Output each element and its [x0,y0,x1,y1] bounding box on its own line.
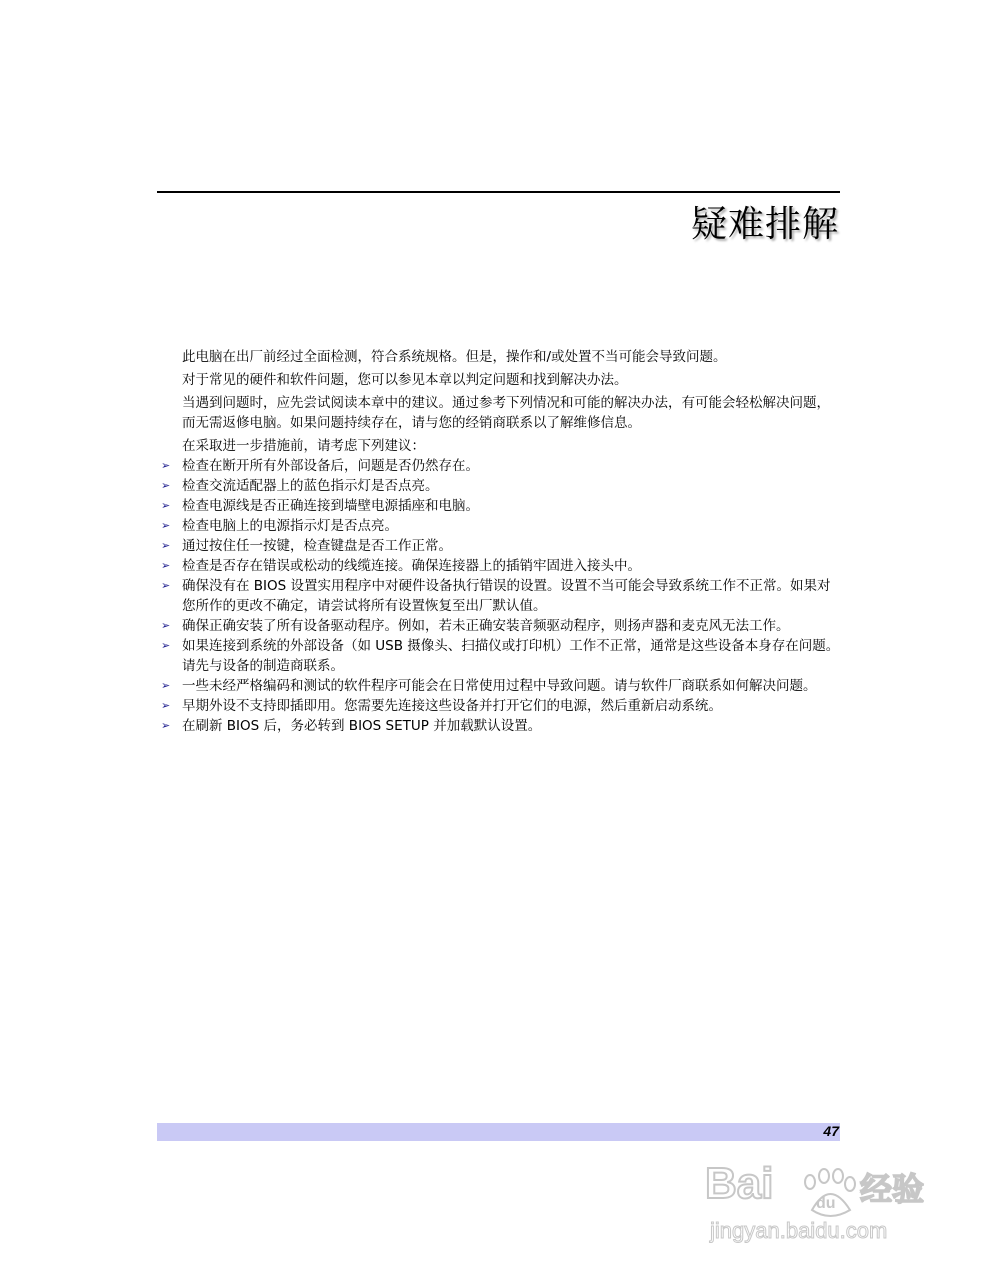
list-item [160,576,842,616]
list-item-text: 一些未经严格编码和测试的软件程序可能会在日常使用过程中导致问题。请与软件厂商联系如何解决问题。 [182,678,817,694]
body-text [160,347,842,736]
suggestion-list [160,456,842,736]
arrow-bullet-icon: ➢ [161,539,171,552]
arrow-bullet-icon: ➢ [161,679,171,692]
arrow-bullet-icon: ➢ [161,559,171,572]
list-item [160,476,842,496]
list-item-text: 检查交流适配器上的蓝色指示灯是否点亮。 [182,478,439,494]
intro-paragraph: 在采取进一步措施前，请考虑下列建议： [182,438,425,454]
chapter-title: 疑难排解 [690,204,839,245]
arrow-bullet-icon: ➢ [161,619,171,632]
list-item [160,456,842,476]
list-item-text: 检查在断开所有外部设备后，问题是否仍然存在。 [182,458,479,474]
arrow-bullet-icon: ➢ [161,499,171,512]
list-item-text: 检查是否存在错误或松动的线缆连接。确保连接器上的插销牢固进入接头中。 [182,558,641,574]
arrow-bullet-icon: ➢ [161,479,171,492]
arrow-bullet-icon: ➢ [161,459,171,472]
svg-text:jingyan.baidu.com: jingyan.baidu.com [710,1218,888,1243]
svg-text:Bai: Bai [705,1159,774,1208]
intro-paragraph: 当遇到问题时，应先尝试阅读本章中的建议。通过参考下列情况和可能的解决办法，有可能会轻松解决问题，而无需返修电脑。如果问题持续存在，请与您的经销商联系以了解维修信息。 [182,395,830,431]
baidu-watermark-logo [700,1150,950,1250]
list-item-text: 检查电脑上的电源指示灯是否点亮。 [182,518,398,534]
list-item [160,696,842,716]
list-item-text: 确保正确安装了所有设备驱动程序。例如，若未正确安装音频驱动程序，则扬声器和麦克风无法工作。 [182,618,790,634]
list-item [160,556,842,576]
list-item-text: 检查电源线是否正确连接到墙壁电源插座和电脑。 [182,498,479,514]
svg-text:du: du [816,1195,836,1212]
list-item [160,616,842,636]
arrow-bullet-icon: ➢ [161,719,171,732]
list-item-text: 在刷新 BIOS 后，务必转到 BIOS SETUP 并加载默认设置。 [182,718,542,734]
list-item-text: 早期外设不支持即插即用。您需要先连接这些设备并打开它们的电源，然后重新启动系统。 [182,698,722,714]
list-item [160,516,842,536]
arrow-bullet-icon: ➢ [161,699,171,712]
page-number: 47 [823,1123,839,1139]
list-item-text: 如果连接到系统的外部设备（如 USB 摄像头、扫描仪或打印机）工作不正常，通常是这些设备本身存在问题。请先与设备的制造商联系。 [182,638,840,674]
arrow-bullet-icon: ➢ [161,519,171,532]
chapter-top-rule [157,191,840,193]
list-item-text: 确保没有在 BIOS 设置实用程序中对硬件设备执行错误的设置。设置不当可能会导致系统工作不正常。如果对您所作的更改不确定，请尝试将所有设置恢复至出厂默认值。 [182,578,831,614]
list-item-text: 通过按住任一按键，检查键盘是否工作正常。 [182,538,452,554]
intro-paragraph: 此电脑在出厂前经过全面检测，符合系统规格。但是，操作和/或处置不当可能会导致问题。 [182,349,727,365]
list-item [160,636,842,676]
intro-paragraph: 对于常见的硬件和软件问题，您可以参见本章以判定问题和找到解决办法。 [182,372,628,388]
list-item [160,536,842,556]
arrow-bullet-icon: ➢ [161,579,171,592]
svg-text:经验: 经验 [860,1170,925,1208]
list-item [160,496,842,516]
footer-bar [157,1123,840,1141]
list-item [160,716,842,736]
list-item [160,676,842,696]
arrow-bullet-icon: ➢ [161,639,171,652]
